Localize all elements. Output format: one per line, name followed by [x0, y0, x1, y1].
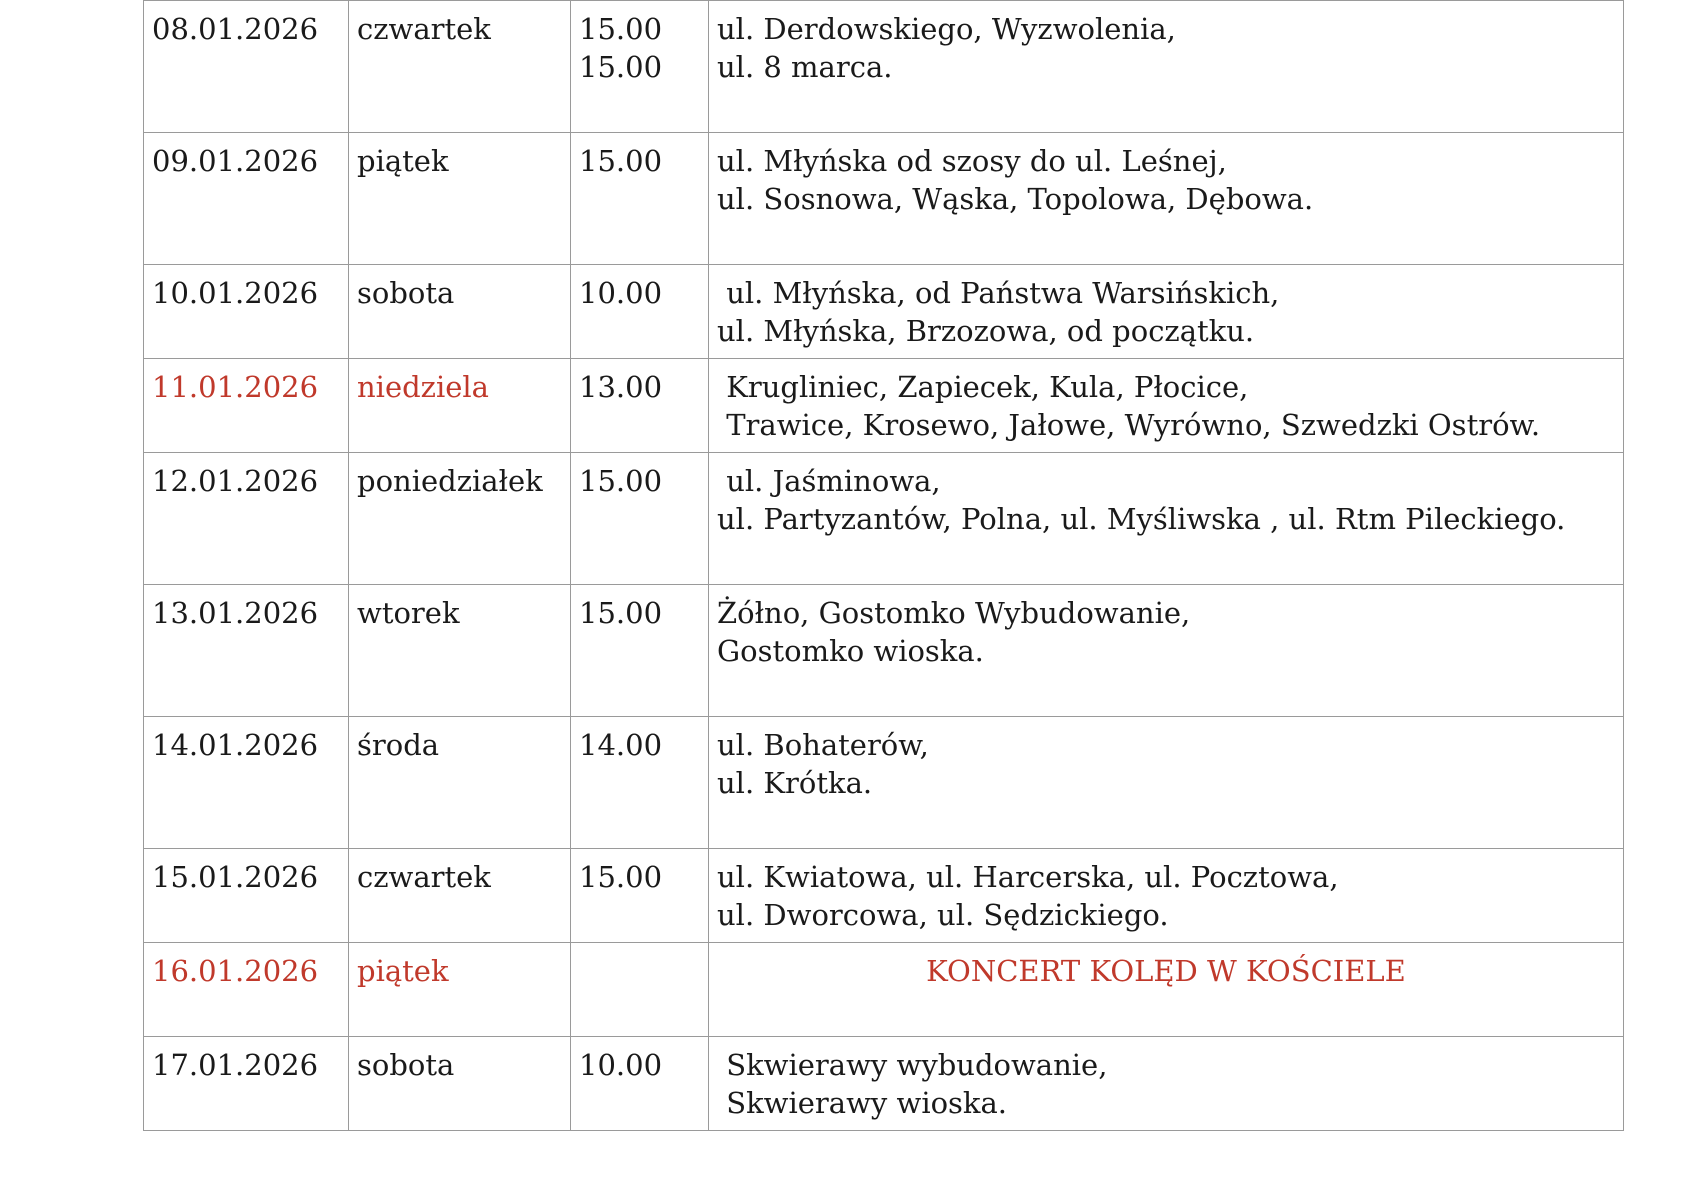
table-row — [144, 265, 1624, 359]
day-cell: piątek — [349, 133, 571, 265]
date-cell: 16.01.2026 — [144, 943, 349, 1037]
event-cell: KONCERT KOLĘD W KOŚCIELE — [709, 943, 1624, 1037]
date-cell: 14.01.2026 — [144, 717, 349, 849]
day-cell: sobota — [349, 265, 571, 359]
day-cell: sobota — [349, 1037, 571, 1131]
time-cell: 15.00 — [571, 453, 709, 585]
date-cell: 10.01.2026 — [144, 265, 349, 359]
day-cell: czwartek — [349, 849, 571, 943]
date-cell: 12.01.2026 — [144, 453, 349, 585]
date-cell: 13.01.2026 — [144, 585, 349, 717]
time-cell: 15.00 — [571, 849, 709, 943]
date-cell: 17.01.2026 — [144, 1037, 349, 1131]
time-cell: 10.00 — [571, 265, 709, 359]
location-cell: ul. Kwiatowa, ul. Harcerska, ul. Pocztowa, ul. Dworcowa, ul. Sędzickiego. — [709, 849, 1624, 943]
day-cell: wtorek — [349, 585, 571, 717]
day-cell: środa — [349, 717, 571, 849]
table-row — [144, 1037, 1624, 1131]
table-row — [144, 585, 1624, 717]
table-row — [144, 359, 1624, 453]
date-cell: 08.01.2026 — [144, 1, 349, 133]
location-cell: ul. Młyńska, od Państwa Warsińskich, ul. Młyńska, Brzozowa, od początku. — [709, 265, 1624, 359]
day-cell: czwartek — [349, 1, 571, 133]
time-cell — [571, 943, 709, 1037]
location-cell: ul. Młyńska od szosy do ul. Leśnej, ul. Sosnowa, Wąska, Topolowa, Dębowa. — [709, 133, 1624, 265]
date-cell: 09.01.2026 — [144, 133, 349, 265]
table-row — [144, 133, 1624, 265]
day-cell: niedziela — [349, 359, 571, 453]
date-cell: 11.01.2026 — [144, 359, 349, 453]
date-cell: 15.01.2026 — [144, 849, 349, 943]
location-cell: Skwierawy wybudowanie, Skwierawy wioska. — [709, 1037, 1624, 1131]
table-row — [144, 849, 1624, 943]
location-cell: ul. Bohaterów, ul. Krótka. — [709, 717, 1624, 849]
time-cell: 13.00 — [571, 359, 709, 453]
day-cell: piątek — [349, 943, 571, 1037]
day-cell: poniedziałek — [349, 453, 571, 585]
location-cell: ul. Jaśminowa, ul. Partyzantów, Polna, ul. Myśliwska , ul. Rtm Pileckiego. — [709, 453, 1624, 585]
location-cell: Żółno, Gostomko Wybudowanie, Gostomko wioska. — [709, 585, 1624, 717]
time-cell: 15.00 15.00 — [571, 1, 709, 133]
time-cell: 14.00 — [571, 717, 709, 849]
time-cell: 10.00 — [571, 1037, 709, 1131]
table-row — [144, 943, 1624, 1037]
schedule-table — [143, 0, 1624, 1131]
table-row — [144, 717, 1624, 849]
table-row — [144, 1, 1624, 133]
location-cell: Krugliniec, Zapiecek, Kula, Płocice, Trawice, Krosewo, Jałowe, Wyrówno, Szwedzki Ostrów. — [709, 359, 1624, 453]
time-cell: 15.00 — [571, 133, 709, 265]
table-row — [144, 453, 1624, 585]
time-cell: 15.00 — [571, 585, 709, 717]
location-cell: ul. Derdowskiego, Wyzwolenia, ul. 8 marca. — [709, 1, 1624, 133]
